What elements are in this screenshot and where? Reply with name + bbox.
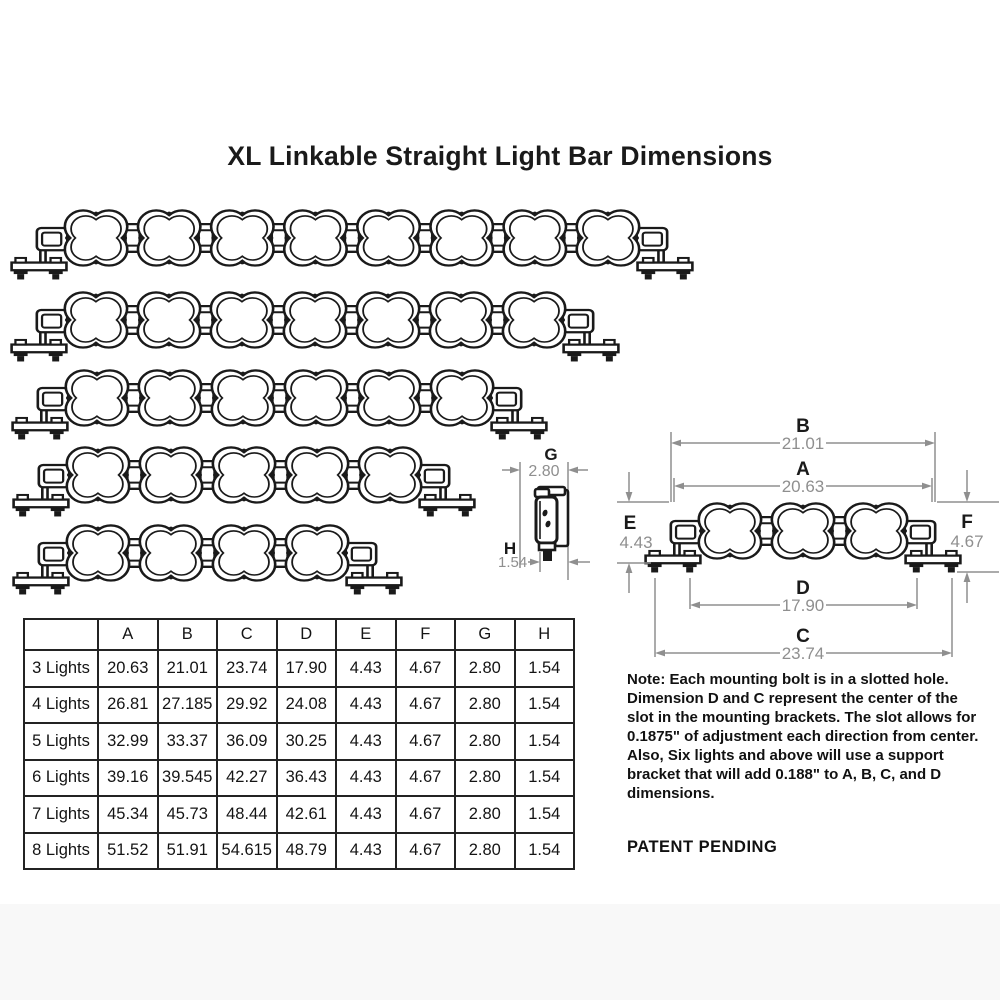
dim-e-label: E: [623, 513, 637, 534]
table-header-row: [24, 619, 574, 650]
table-header-H: H: [515, 619, 575, 650]
table-cell: 4.67: [396, 833, 456, 870]
light-bar-drawing: [11, 523, 404, 596]
table-cell: 48.44: [217, 796, 277, 833]
table-cell: 1.54: [515, 796, 575, 833]
table-cell: 23.74: [217, 650, 277, 687]
table-cell: 29.92: [217, 687, 277, 724]
table-cell: 27.185: [158, 687, 218, 724]
table-cell: 20.63: [98, 650, 158, 687]
table-cell: 4.67: [396, 760, 456, 797]
table-row: [24, 687, 574, 724]
light-bar-7-lights: [9, 290, 621, 363]
light-bar-drawing: [10, 368, 549, 441]
table-cell: 17.90: [277, 650, 337, 687]
table-cell: 4.43: [336, 760, 396, 797]
table-cell: 45.73: [158, 796, 218, 833]
table-cell: 26.81: [98, 687, 158, 724]
dim-h-label: H: [503, 539, 517, 558]
table-header-blank: [24, 619, 98, 650]
table-cell: 33.37: [158, 723, 218, 760]
table-cell: 48.79: [277, 833, 337, 870]
dim-e-value: 4.43: [619, 533, 653, 552]
table-cell: 1.54: [515, 833, 575, 870]
table-cell: 2.80: [455, 796, 515, 833]
dim-c-label: C: [796, 626, 810, 647]
table-row-label: 3 Lights: [24, 650, 98, 687]
table-row-label: 8 Lights: [24, 833, 98, 870]
dim-c-value: 23.74: [781, 644, 825, 663]
table-cell: 1.54: [515, 723, 575, 760]
table-cell: 4.43: [336, 796, 396, 833]
table-row-label: 4 Lights: [24, 687, 98, 724]
light-bar-drawing: [9, 290, 621, 363]
table-cell: 54.615: [217, 833, 277, 870]
table-header-D: D: [277, 619, 337, 650]
table-cell: 42.27: [217, 760, 277, 797]
table-cell: 2.80: [455, 833, 515, 870]
table-cell: 39.16: [98, 760, 158, 797]
table-cell: 4.67: [396, 796, 456, 833]
dim-h-value: 1.54: [498, 554, 528, 571]
table-row-label: 6 Lights: [24, 760, 98, 797]
light-bar-drawing: [9, 208, 695, 281]
light-bar-6-lights: [10, 368, 549, 441]
dim-g-value: 2.80: [528, 463, 560, 480]
table-cell: 4.43: [336, 687, 396, 724]
table-cell: 30.25: [277, 723, 337, 760]
table-cell: 51.52: [98, 833, 158, 870]
detail-view-drawing: [615, 408, 1000, 670]
table-header-A: A: [98, 619, 158, 650]
table-cell: 36.43: [277, 760, 337, 797]
light-bar-5-lights: [11, 445, 477, 518]
table-cell: 2.80: [455, 723, 515, 760]
table-header-C: C: [217, 619, 277, 650]
table-header-G: G: [455, 619, 515, 650]
table-row-label: 5 Lights: [24, 723, 98, 760]
table-cell: 32.99: [98, 723, 158, 760]
table-cell: 2.80: [455, 650, 515, 687]
dimensions-table: [23, 618, 575, 870]
detail-dimension-overlay: [615, 408, 1000, 670]
table-cell: 2.80: [455, 687, 515, 724]
dim-a-value: 20.63: [781, 477, 825, 496]
dim-d-value: 17.90: [781, 596, 825, 615]
table-row: [24, 650, 574, 687]
table-row-label: 7 Lights: [24, 796, 98, 833]
dim-g-label: G: [544, 445, 558, 464]
patent-pending-label: PATENT PENDING: [627, 838, 778, 856]
table-cell: 4.43: [336, 723, 396, 760]
table-header-B: B: [158, 619, 218, 650]
table-cell: 4.43: [336, 833, 396, 870]
light-bar-4-lights: [11, 523, 404, 596]
dim-f-label: F: [961, 512, 973, 533]
page-title: XL Linkable Straight Light Bar Dimensions: [227, 141, 773, 171]
table-cell: 1.54: [515, 687, 575, 724]
table-cell: 1.54: [515, 760, 575, 797]
light-bar-8-lights: [9, 208, 695, 281]
light-bar-drawing: [11, 445, 477, 518]
note-text: Note: Each mounting bolt is in a slotted hole. Dimension D and C represent the center of the slot in the mounting brackets. The slot allows for 0.1875" of adjustment each direction from center. Also, Six lights and above will use a support bracket that will add 0.188" to A, B, C, and D dimensions.: [627, 671, 979, 802]
dim-d-label: D: [796, 578, 810, 599]
table-row: [24, 723, 574, 760]
table-cell: 2.80: [455, 760, 515, 797]
table-cell: 4.67: [396, 650, 456, 687]
side-view-svg: [498, 440, 614, 590]
table-cell: 1.54: [515, 650, 575, 687]
dim-a-label: A: [796, 459, 810, 480]
bottom-band: [0, 904, 1000, 1000]
table-row: [24, 833, 574, 870]
table-cell: 4.67: [396, 687, 456, 724]
table-cell: 21.01: [158, 650, 218, 687]
table-row: [24, 760, 574, 797]
dim-b-label: B: [796, 416, 810, 437]
table-header-E: E: [336, 619, 396, 650]
table-cell: 36.09: [217, 723, 277, 760]
table-cell: 39.545: [158, 760, 218, 797]
dim-b-value: 21.01: [781, 434, 825, 453]
table-cell: 4.67: [396, 723, 456, 760]
table-header-F: F: [396, 619, 456, 650]
table-cell: 4.43: [336, 650, 396, 687]
side-view-drawing: [498, 440, 614, 590]
table-cell: 45.34: [98, 796, 158, 833]
table-row: [24, 796, 574, 833]
table-cell: 51.91: [158, 833, 218, 870]
dim-f-value: 4.67: [950, 532, 984, 551]
table-cell: 42.61: [277, 796, 337, 833]
table-cell: 24.08: [277, 687, 337, 724]
